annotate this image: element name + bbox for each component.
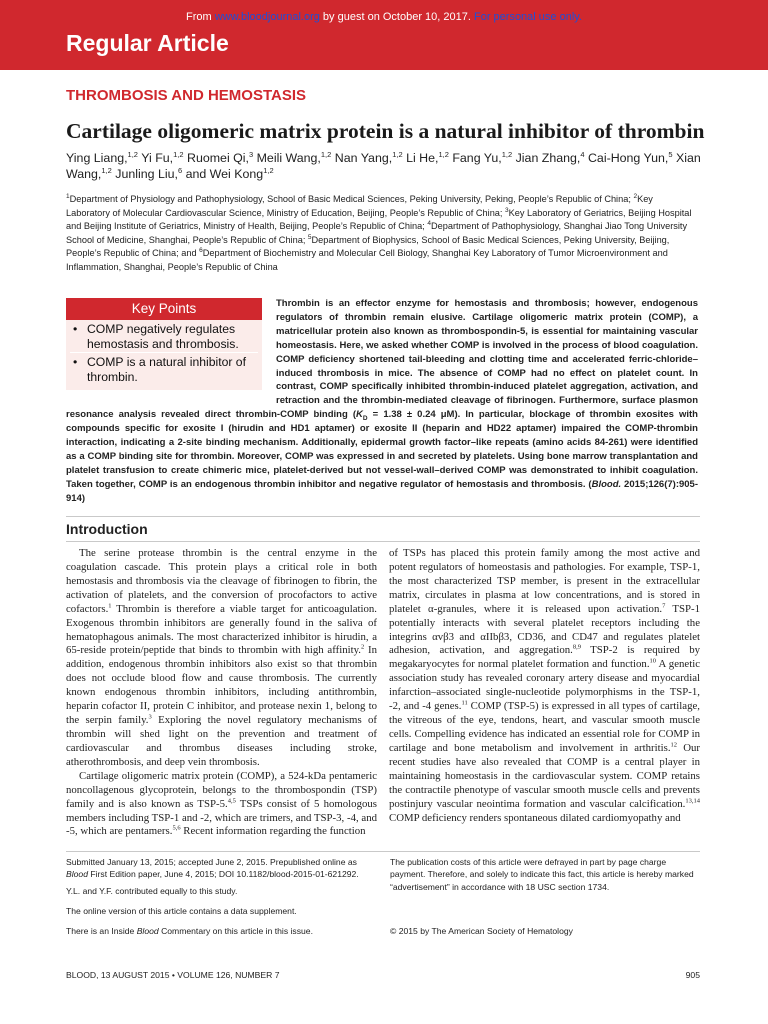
citation-ref[interactable]: 10 (649, 657, 657, 665)
body-text: TSP-1 potentially interacts with several platelet receptors including the integrins αvβ3 and αIIbβ3, CD36, and CD47 and regulates platelet adhesion, activation, and aggregation. (389, 602, 700, 657)
supplement-note: The online version of this article contains a data supplement. (66, 906, 297, 916)
affiliation-text: Department of Pathophysiology, Shanghai Jiao Tong University School of Medicine, Shanghai, People’s Republic of China; (66, 221, 688, 245)
author-name: and Wei Kong (185, 167, 264, 181)
source-link[interactable]: www.bloodjournal.org (214, 11, 320, 23)
intro-paragraph (66, 770, 377, 840)
equal-contribution-note: Y.L. and Y.F. contributed equally to this study. (66, 886, 238, 896)
page-number: 905 (685, 970, 700, 980)
key-points-title: Key Points (66, 298, 262, 320)
author-affiliation-ref: 1,2 (101, 165, 112, 175)
affiliation-number: 4 (427, 220, 432, 228)
body-text: COMP (TSP-5) is expressed in all types of cartilage, the vitreous of the eye, tendons, heart, and vascular smooth muscle cells. Compelling evidence has indicated an essential role for COMP in cartilage and bone metabolism and involvement in arthritis. (389, 700, 700, 754)
author-list (66, 150, 706, 182)
body-text: A genetic association study has revealed coronary artery disease and myocardial infarction–associated single-nucleotide polymorphisms in the TSP-1, -2, and -4 genes. (389, 658, 700, 713)
affiliations (66, 193, 698, 275)
author-name: Yi Fu, (141, 151, 174, 165)
body-text: of TSPs has placed this protein family among the most active and potent regulators of homeostasis and pathologies. For example, TSP-1, the most characterized TSP member, is present in the extracellular matrix, circulates in plasma at low concentrations, and is stored in platelet α-granules, where it is released upon activation. (389, 547, 700, 615)
commentary-journal: Blood (136, 926, 159, 936)
personal-use-link[interactable]: For personal use only. (473, 11, 583, 23)
affiliation-text: Key Laboratory of Molecular Cardiovascular Science, Ministry of Education, Beijing, People’s Republic of China; (66, 194, 653, 218)
author-name: Ying Liang, (66, 151, 128, 165)
body-text: TSP-2 is required by megakaryocytes for normal platelet formation and function. (389, 644, 700, 671)
intro-paragraph (389, 547, 700, 825)
author-affiliation-ref: 1,2 (263, 165, 274, 175)
author-affiliation-ref: 1,2 (173, 149, 184, 159)
abstract-part-1: Thrombin is an effector enzyme for hemostasis and thrombosis; however, endogenous regulators of thrombin remain elusive. Cartilage oligomeric matrix protein (COMP), a matricellular protein also known as thrombospondin-5, is essential for maintaining vascular homeostasis. Here, we asked whether COMP is involved in the process of blood coagulation. COMP deficiency shortened tail-bleeding and clotting time and accelerated ferric-chloride–induced thrombosis in mice. The absence of COMP had no effect on platelet count. In contrast, COMP specifically inhibited thrombin-induced platelet aggregation, activation, and retraction and the thrombin-mediated cleavage of fibrinogen. Furthermore, surface plasmon resonance analysis revealed direct thrombin-COMP binding ( (66, 298, 698, 421)
bullet-icon: • (73, 355, 78, 369)
key-point-text: COMP is a natural inhibitor of thrombin. (87, 355, 246, 384)
author-affiliation-ref: 1,2 (320, 149, 332, 159)
footnote-rule (66, 851, 700, 852)
affiliation-text: Key Laboratory of Geriatrics, Beijing Hospital and Beijing Institute of Geriatrics, Ministry of Health, Beijing, People’s Republic of China; (66, 207, 692, 232)
kd-subscript: D (362, 415, 368, 423)
citation-ref[interactable]: 3 (148, 713, 152, 721)
citation-ref[interactable]: 11 (461, 699, 468, 707)
introduction-heading: Introduction (66, 521, 148, 537)
citation-ref[interactable]: 13,14 (685, 797, 700, 804)
intro-rule-bottom (66, 541, 700, 542)
author-name: Cai-Hong Yun, (587, 151, 669, 165)
source-middle: by guest on October 10, 2017. (319, 11, 474, 23)
affiliation-number: 1 (66, 192, 70, 200)
citation-ref[interactable]: 8,9 (572, 643, 581, 651)
source-line (0, 10, 768, 24)
author-name: Li He, (406, 151, 439, 165)
author-name: Ruomei Qi, (187, 151, 249, 165)
body-text: TSPs consist of 5 homologous members including TSP-1 and -2, which are trimers, and TSP-3, -4, and -5, which are pentamers. (66, 797, 377, 838)
affiliation-number: 2 (633, 192, 638, 200)
citation-ref[interactable]: 2 (361, 643, 365, 651)
key-points-divider (70, 352, 258, 353)
affiliation-text: Department of Biophysics, School of Basic Medical Sciences, Peking University, Beijing, People’s Republic of China; and (66, 234, 670, 259)
affiliation-number: 5 (307, 233, 312, 241)
abstract-journal: Blood. (591, 478, 622, 490)
abstract-citation: 2015;126(7):905-914) (66, 478, 698, 504)
citation-ref[interactable]: 1 (108, 602, 112, 610)
author-name: Junling Liu, (115, 167, 178, 181)
affiliation-number: 6 (199, 247, 203, 255)
author-name: Fang Yu, (452, 151, 502, 165)
publication-costs-note: The publication costs of this article were defrayed in part by page charge payment. Therefore, and solely to indicate this fact, this article is hereby marked “advertisement” in accordance with 18 USC section 1734. (390, 857, 694, 892)
citation-ref[interactable]: 4,5 (227, 797, 236, 804)
issue-info: BLOOD, 13 AUGUST 2015 • VOLUME 126, NUMBER 7 (66, 970, 280, 980)
intro-rule-top (66, 516, 700, 517)
author-affiliation-ref: 1,2 (392, 149, 403, 159)
body-text: Cartilage oligomeric matrix protein (COMP), a 524-kDa pentameric noncollagenous glycoprotein, belongs to the thrombospondin (TSP) family and is also known as TSP-5. (66, 769, 377, 810)
author-name: Xian Wang, (66, 151, 701, 181)
commentary-text-b: Commentary on this article in this issue. (158, 926, 313, 936)
author-affiliation-ref: 5 (668, 149, 673, 159)
article-title: Cartilage oligomeric matrix protein is a natural inhibitor of thrombin (66, 119, 705, 143)
author-affiliation-ref: 4 (580, 149, 585, 159)
intro-column-right (389, 547, 700, 825)
submission-text-b: First Edition paper, June 4, 2015; DOI 10.1182/blood-2015-01-621292. (87, 869, 359, 880)
copyright-note: © 2015 by The American Society of Hematology (390, 926, 573, 936)
submission-note (66, 856, 378, 881)
author-affiliation-ref: 1,2 (438, 149, 449, 159)
key-points-box (66, 298, 262, 390)
body-text: COMP deficiency renders spontaneous dilated cardiomyopathy and (389, 811, 681, 824)
commentary-note (66, 925, 378, 937)
body-text: Recent information regarding the function (180, 825, 366, 838)
author-affiliation-ref: 1,2 (501, 149, 513, 159)
article-type: Regular Article (66, 30, 229, 56)
section-title: THROMBOSIS AND HEMOSTASIS (66, 87, 307, 104)
submission-text-a: Submitted January 13, 2015; accepted June 2, 2015. Prepublished online as (66, 857, 357, 867)
intro-paragraph (66, 547, 377, 770)
kd-symbol: K (356, 409, 363, 421)
commentary-text-a: There is an Inside (66, 926, 137, 936)
body-text: Our recent studies have also revealed that COMP is a central player in maintaining homeostasis in the cardiovascular system. COMP retains the contractile phenotype of vascular smooth muscle cells and prevents postinjury vascular neointima formation and vascular calcification. (389, 741, 700, 810)
source-prefix: From (185, 11, 215, 23)
citation-ref[interactable]: 7 (662, 602, 666, 610)
body-text: The serine protease thrombin is the central enzyme in the coagulation cascade. This protein plays a critical role in both hemostasis and thrombosis via the cleavage of fibrinogen to fibrin, the activation of platelets, and the conversion of procofactors to active cofactors. (66, 547, 377, 615)
affiliation-text: Department of Physiology and Pathophysiology, School of Basic Medical Sciences, Peking University, Peking, People’s Republic of China; (69, 194, 634, 204)
author-name: Nan Yang, (334, 151, 393, 165)
affiliation-text: Department of Biochemistry and Molecular Cell Biology, Shanghai Key Laboratory of Tumor Microenvironment and Inflammation, Shanghai, People’s Republic of China (66, 248, 668, 272)
intro-column-left (66, 547, 377, 839)
body-text: Exploring the novel regulatory mechanisms of thrombin will shed light on the prevention and treatment of cardiovascular and thrombus diseases including stroke, atherothrombosis, and deep vein thrombosis. (66, 714, 377, 768)
body-text: In addition, endogenous thrombin inhibitors also exist so that thrombin does not occlude blood flow and cause thrombosis. The currently known endogenous thrombin inhibitors, including antithrombin, heparin cofactor II, protein C inhibitor, and protease nexin 1, belong to the serpin family. (66, 644, 378, 727)
author-affiliation-ref: 1,2 (127, 149, 138, 159)
citation-ref[interactable]: 5,6 (172, 824, 181, 832)
citation-ref[interactable]: 12 (670, 741, 678, 749)
author-affiliation-ref: 6 (177, 165, 183, 175)
author-affiliation-ref: 3 (248, 149, 254, 159)
author-name: Jian Zhang, (515, 151, 581, 165)
body-text: Thrombin is therefore a viable target for anticoagulation. Exogenous thrombin inhibitors are generally found in the saliva of hematophagous animals. The most characterized inhibitor is hirudin, a 65-reside protein/peptide that binds to thrombin with high affinity. (66, 602, 377, 657)
author-name: Meili Wang, (256, 151, 321, 165)
bullet-icon: • (73, 322, 78, 336)
abstract-part-2: = 1.38 ± 0.24 μM). In particular, blockage of thrombin exosites with compounds specific for exosite I (hirudin and HD1 aptamer) or exosite II (heparin and HD22 aptamer) impaired the COMP-thrombin interaction, indicating a 2-site binding mechanism. Additionally, epidermal growth factor–like repeats (amino acids 84-261) were identified as a COMP binding site for thrombin. Moreover, COMP was expressed in and secreted by platelets. Using bone marrow transplantation and platelet transfusion to create chimeric mice, platelet-derived but not vessel-wall–derived COMP was demonstrated to inhibit coagulation. Taken together, COMP is an endogenous thrombin inhibitor and negative regulator of hemostasis and thrombosis. ( (66, 409, 698, 490)
key-point-text: COMP negatively regulates hemostasis and thrombosis. (87, 322, 239, 351)
submission-journal: Blood (66, 869, 88, 880)
affiliation-number: 3 (505, 206, 509, 214)
